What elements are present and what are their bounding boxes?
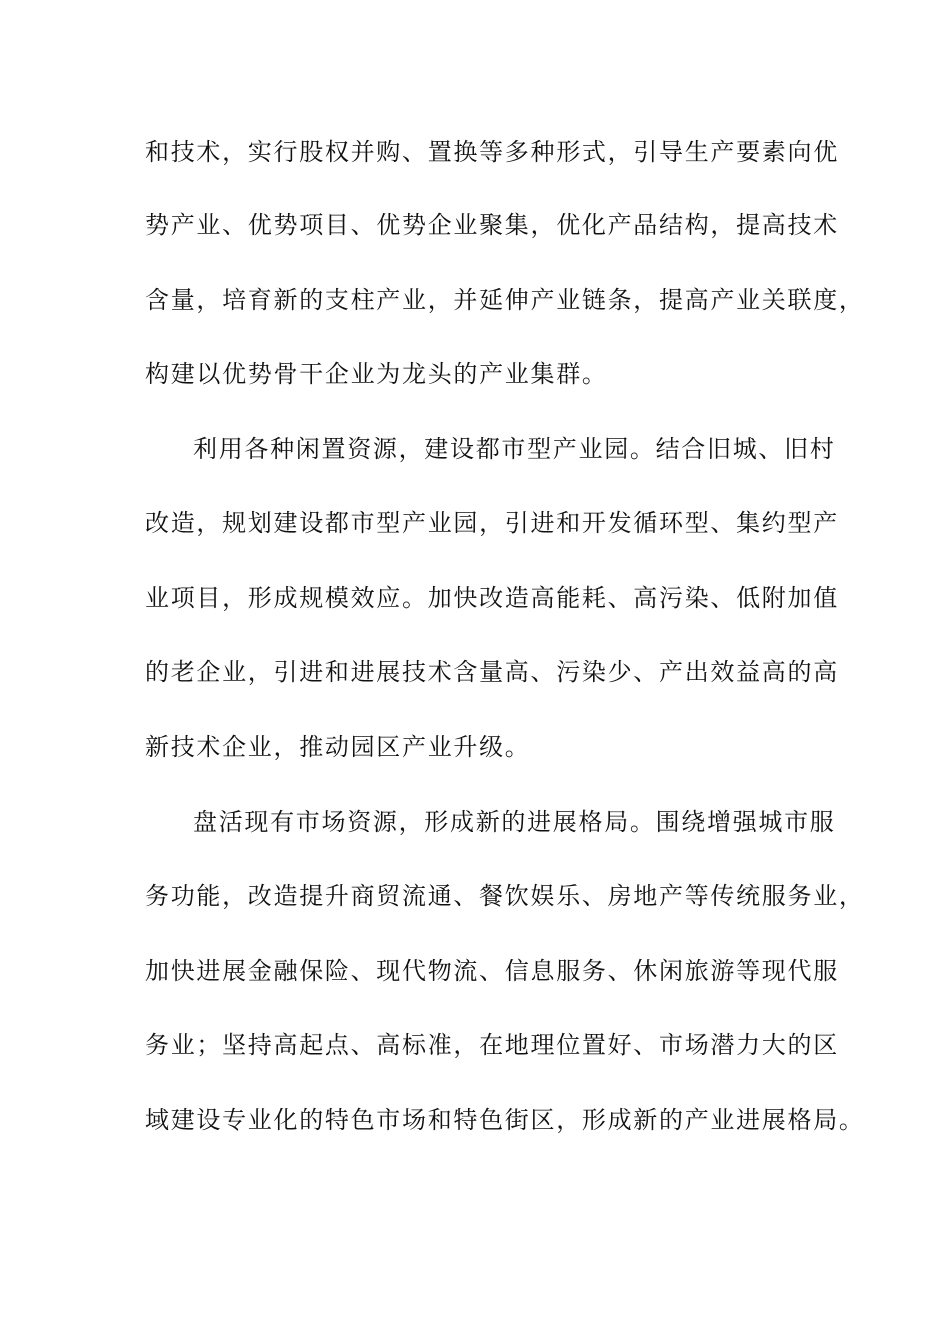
paragraph-1-line-1: 和技术，实行股权并购、置换等多种形式，引导生产要素向优: [145, 138, 839, 166]
paragraph-2-line-5: 新技术企业，推动园区产业升级。: [145, 733, 531, 761]
paragraph-1-line-2: 势产业、优势项目、优势企业聚集，优化产品结构，提高技术: [145, 211, 839, 239]
paragraph-3-line-5: 域建设专业化的特色市场和特色街区，形成新的产业进展格局。: [145, 1106, 865, 1134]
paragraph-3-line-4: 务业；坚持高起点、高标准，在地理位置好、市场潜力大的区: [145, 1031, 839, 1059]
paragraph-2-line-2: 改造，规划建设都市型产业园，引进和开发循环型、集约型产: [145, 509, 839, 537]
paragraph-3-line-2: 务功能，改造提升商贸流通、餐饮娱乐、房地产等传统服务业，: [145, 882, 865, 910]
paragraph-3-line-1: 盘活现有市场资源，形成新的进展格局。围绕增强城市服: [193, 808, 836, 836]
paragraph-1-line-3: 含量，培育新的支柱产业，并延伸产业链条，提高产业关联度，: [145, 286, 865, 314]
paragraph-3-line-3: 加快进展金融保险、现代物流、信息服务、休闲旅游等现代服: [145, 957, 839, 985]
paragraph-2-line-4: 的老企业，引进和进展技术含量高、污染少、产出效益高的高: [145, 658, 839, 686]
paragraph-1-line-4: 构建以优势骨干企业为龙头的产业集群。: [145, 360, 608, 388]
paragraph-2-line-1: 利用各种闲置资源，建设都市型产业园。结合旧城、旧村: [193, 435, 836, 463]
paragraph-2-line-3: 业项目，形成规模效应。加快改造高能耗、高污染、低附加值: [145, 584, 839, 612]
